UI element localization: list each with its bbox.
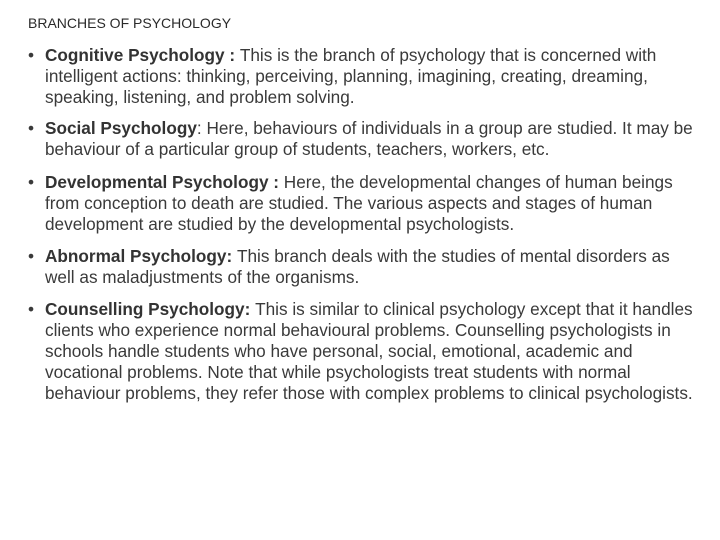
bullet-icon: • bbox=[28, 299, 35, 319]
bullet-text: : Here, behaviours of individuals in a group are studied. It may be behaviour of a particular group of students, teachers, workers, etc. bbox=[45, 118, 693, 159]
bullet-term: Counselling Psychology: bbox=[45, 299, 256, 319]
bullet-item-abnormal bbox=[26, 246, 702, 288]
bullet-icon: • bbox=[28, 172, 35, 192]
bullet-term: Developmental Psychology : bbox=[45, 172, 284, 192]
bullet-item-social bbox=[26, 118, 702, 160]
bullet-text: This is similar to clinical psychology except that it handles clients who experience normal behavioural problems. Counselling psychologists in schools handle students who have personal, social, emotional, academic and vocational problems. Note that while psychologists treat students with normal behaviour problems, they refer those with complex problems to clinical psychologists. bbox=[45, 299, 693, 403]
bullet-text: This branch deals with the studies of mental disorders as well as maladjustments of the organisms. bbox=[45, 246, 670, 287]
bullet-icon: • bbox=[28, 246, 35, 266]
bullet-item-cognitive bbox=[26, 45, 702, 108]
bullet-text: Here, the developmental changes of human beings from conception to death are studied. The various aspects and stages of human development are studied by the developmental psychologists. bbox=[45, 172, 673, 234]
bullet-text: This is the branch of psychology that is concerned with intelligent actions: thinking, perceiving, planning, imagining, creating, dreaming, speaking, listening, and problem solving. bbox=[45, 45, 657, 107]
bullet-term: Social Psychology bbox=[45, 118, 197, 138]
bullet-item-developmental bbox=[26, 172, 702, 235]
bullet-icon: • bbox=[28, 45, 35, 65]
bullet-item-counselling bbox=[26, 299, 702, 404]
bullet-list bbox=[26, 45, 702, 414]
bullet-term: Abnormal Psychology: bbox=[45, 246, 237, 266]
bullet-icon: • bbox=[28, 118, 35, 138]
slide-title: BRANCHES OF PSYCHOLOGY bbox=[28, 15, 232, 31]
bullet-term: Cognitive Psychology : bbox=[45, 45, 240, 65]
